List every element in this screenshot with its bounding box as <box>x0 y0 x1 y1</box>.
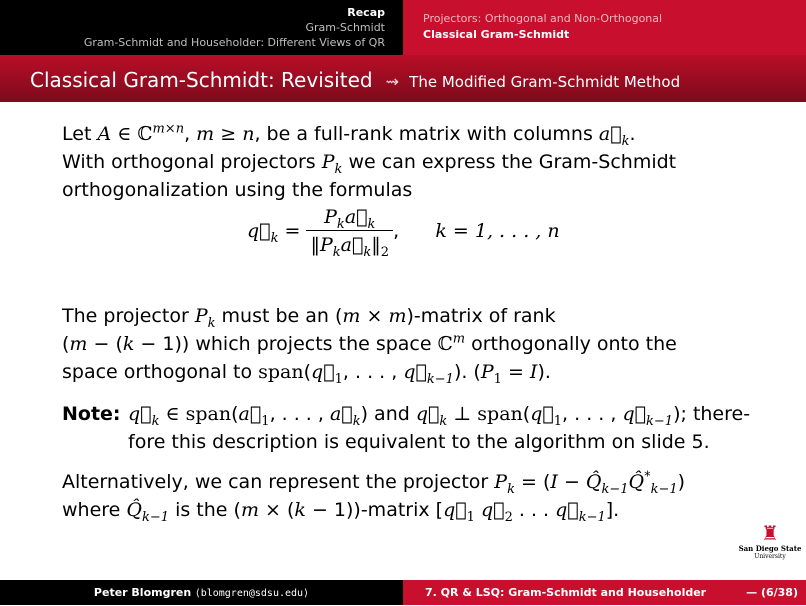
footer-section <box>403 580 806 605</box>
nav-subsection-classical-gs[interactable]: Classical Gram-Schmidt <box>423 28 570 41</box>
formula-range: k = 1, . . . , n <box>435 220 560 242</box>
paragraph-intro: Let A ∈ ℂ$^{m\times n}$, m ≥ n, be a full-rank matrix with columns $a⃗_k$. With orthogonal projectors $P_k$ we can express the Gram-Schmidt orthogonalization using the formulas <box>62 121 677 201</box>
nav-section-recap[interactable]: Recap <box>347 6 385 19</box>
text: space orthogonal to <box>62 361 253 383</box>
text: must be an <box>221 305 329 327</box>
slide-content <box>62 120 752 524</box>
section-title[interactable]: 7. QR & LSQ: Gram-Schmidt and Householder <box>425 586 707 599</box>
text: . <box>629 123 636 145</box>
text: Let <box>62 123 92 145</box>
university-logo <box>734 522 806 561</box>
text: and <box>374 403 410 425</box>
footer-bar <box>0 580 806 605</box>
sdsu-emblem-icon: ♜ <box>761 521 779 545</box>
gram-schmidt-formula: $q⃗_k$ = $\frac{P_ka⃗_k}{‖P_ka⃗_k‖_2}$ , k = 1, . . . , n <box>247 206 560 260</box>
paragraph-alternative: Alternatively, we can represent the projector $P_k = (I$ − $Q̂_{k-1}Q̂^*_{k-1}$) where $Q̂_{k-1}$ is the (m × (k − 1))-matrix [$q⃗_1$ $q⃗_2$ . . . $q⃗_{k-1}$]. <box>62 469 686 525</box>
frame-subtitle: The Modified Gram-Schmidt Method <box>409 73 681 91</box>
note-block: Note: $q⃗_k$ ∈ $span(a⃗_1$, . . . , $a⃗_k$) and $q⃗_k$ ⊥ $span(q⃗_1$, . . . , $q⃗_{k-1}$); there- fore this description is equivalent to the algorithm on slide 5. <box>62 400 752 456</box>
text: , be a full-rank matrix with columns <box>254 123 593 145</box>
squiggly-arrow-icon: ⇝ <box>385 72 400 91</box>
frame-title: Classical Gram-Schmidt: Revisited <box>30 68 373 92</box>
author-name: Peter Blomgren <box>93 586 192 599</box>
text: ; there- <box>680 403 751 425</box>
logo-line-2: University <box>754 553 786 560</box>
frame-title-bar <box>0 55 806 102</box>
text: -matrix of rank <box>413 305 556 327</box>
author-email: ⟨blomgren@sdsu.edu⟩ <box>194 588 310 599</box>
nav-subsections <box>403 0 806 55</box>
text: Alternatively, we can represent the projector <box>62 471 489 493</box>
text: which projects the space <box>195 333 432 355</box>
text: With orthogonal projectors <box>62 151 316 173</box>
text: The projector <box>62 305 189 327</box>
text: orthogonally onto the <box>471 333 677 355</box>
text: is the <box>175 499 228 521</box>
nav-sections <box>0 0 403 55</box>
text: -matrix <box>360 499 430 521</box>
text: where <box>62 499 121 521</box>
nav-section-householder[interactable]: Gram-Schmidt and Householder: Different Views of QR <box>83 36 385 49</box>
text: fore this description is equivalent to the algorithm on slide 5. <box>128 431 710 453</box>
text: orthogonalization using the formulas <box>62 179 413 201</box>
footer-author <box>0 580 403 605</box>
logo-line-1: San Diego State <box>738 544 802 553</box>
text: we can express the Gram-Schmidt <box>348 151 677 173</box>
nav-subsection-projectors[interactable]: Projectors: Orthogonal and Non-Orthogonal <box>423 12 663 25</box>
page-number: — (6/38) <box>746 586 798 599</box>
nav-section-gram-schmidt[interactable]: Gram-Schmidt <box>305 21 385 34</box>
note-label: Note: <box>62 403 121 425</box>
top-navigation <box>0 0 806 55</box>
paragraph-projector: The projector $P_k$ must be an (m × m)-matrix of rank (m − (k − 1)) which projects the space ℂ$^m$ orthogonally onto the space orthogonal to $span(q⃗_1$, . . . , $q⃗_{k-1}$). $(P_1 = I)$. <box>62 305 677 387</box>
